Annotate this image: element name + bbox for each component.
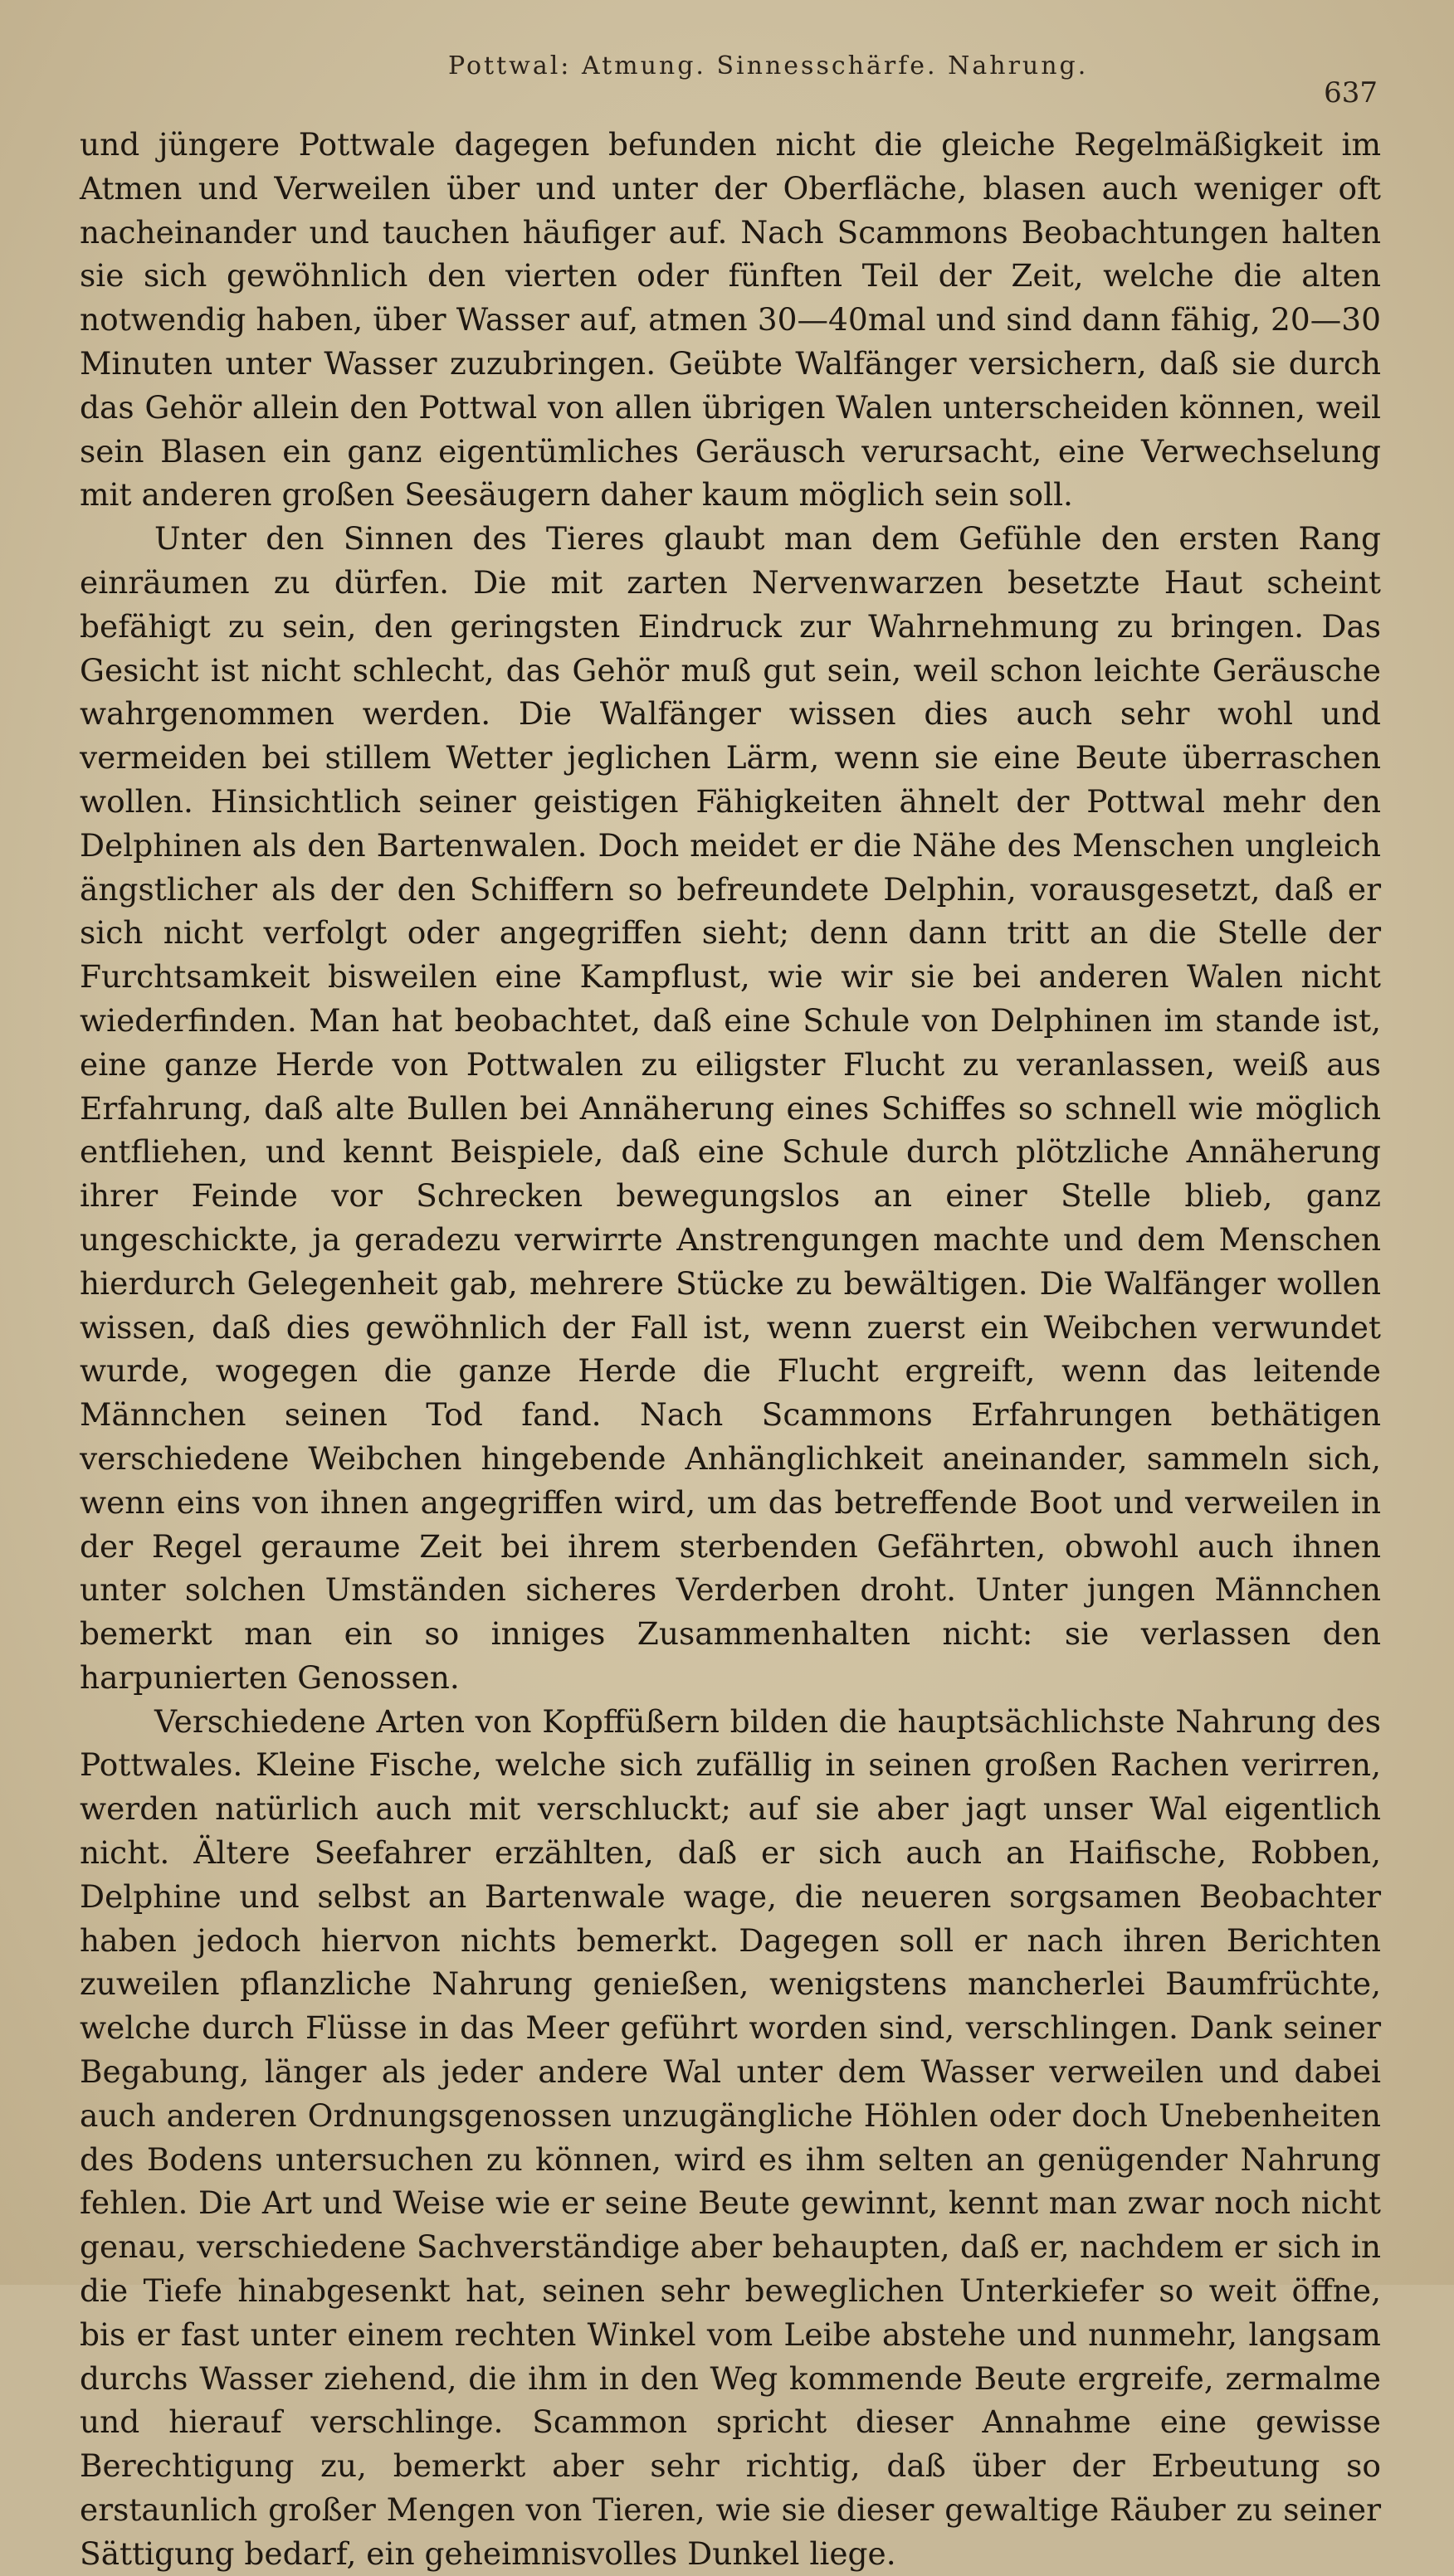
- body-text: [80, 123, 1381, 2576]
- page-number: 637: [1324, 76, 1378, 110]
- running-title: Pottwal: Atmung. Sinnesschärfe. Nahrung.: [448, 51, 1089, 80]
- paragraph-breathing: und jüngere Pottwale dagegen befunden nicht die gleiche Regelmäßigkeit im Atmen und Verweilen über und unter der Oberfläche, blasen auch weniger oft nacheinander und tauchen häufiger auf. Nach Scammons Beobachtungen halten sie sich gewöhnlich den vierten oder fünften Teil der Zeit, welche die alten notwendig haben, über Wasser auf, atmen 30—40mal und sind dann fähig, 20—30 Minuten unter Wasser zuzubringen. Geübte Walfänger versichern, daß sie durch das Gehör allein den Pottwal von allen übrigen Walen unterscheiden können, weil sein Blasen ein ganz eigentümliches Geräusch verursacht, eine Verwechselung mit anderen großen Seesäugern daher kaum möglich sein soll.: [80, 126, 1381, 514]
- paragraph-senses: Unter den Sinnen des Tieres glaubt man dem Gefühle den ersten Rang einräumen zu dürfen. Die mit zarten Nervenwarzen besetzte Haut scheint befähigt zu sein, den geringsten Eindruck zur Wahrnehmung zu bringen. Das Gesicht ist nicht schlecht, das Gehör muß gut sein, weil schon leichte Geräusche wahrgenommen werden. Die Walfänger wissen dies auch sehr wohl und vermeiden bei stillem Wetter jeglichen Lärm, wenn sie eine Beute überraschen wollen. Hinsichtlich seiner geistigen Fähigkeiten ähnelt der Pottwal mehr den Delphinen als den Bartenwalen. Doch meidet er die Nähe des Menschen ungleich ängstlicher als der den Schiffern so befreundete Delphin, vorausgesetzt, daß er sich nicht verfolgt oder angegriffen sieht; denn dann tritt an die Stelle der Furchtsamkeit bisweilen eine Kampflust, wie wir sie bei anderen Walen nicht wiederfinden. Man hat beobachtet, daß eine Schule von Delphinen im stande ist, eine ganze Herde von Pottwalen zu eiligster Flucht zu veranlassen, weiß aus Erfahrung, daß alte Bullen bei Annäherung eines Schiffes so schnell wie möglich entfliehen, und kennt Beispiele, daß eine Schule durch plötzliche Annäherung ihrer Feinde vor Schrecken bewegungslos an einer Stelle blieb, ganz ungeschickte, ja geradezu verwirrte Anstrengungen machte und dem Menschen hierdurch Gelegenheit gab, mehrere Stücke zu bewältigen. Die Walfänger wollen wissen, daß dies gewöhnlich der Fall ist, wenn zuerst ein Weibchen verwundet wurde, wogegen die ganze Herde die Flucht ergreift, wenn das leitende Männchen seinen Tod fand. Nach Scammons Erfahrungen bethätigen verschiedene Weibchen hingebende Anhänglichkeit aneinander, sammeln sich, wenn eins von ihnen angegriffen wird, um das betreffende Boot und verweilen in der Regel geraume Zeit bei ihrem sterbenden Gefährten, obwohl auch ihnen unter solchen Umständen sicheres Verderben droht. Unter jungen Männchen bemerkt man ein so inniges Zusammenhalten nicht: sie verlassen den harpunierten Genossen.: [80, 520, 1381, 1696]
- running-head: [0, 51, 1454, 110]
- paragraph-nutrition: Verschiedene Arten von Kopffüßern bilden die hauptsächlichste Nahrung des Pottwales. Kleine Fische, welche sich zufällig in seinen großen Rachen verirren, werden natürlich auch mit verschluckt; auf sie aber jagt unser Wal eigentlich nicht. Ältere Seefahrer erzählten, daß er sich auch an Haifische, Robben, Delphine und selbst an Bartenwale wage, die neueren sorgsamen Beobachter haben jedoch hiervon nichts bemerkt. Dagegen soll er nach ihren Berichten zuweilen pflanzliche Nahrung genießen, wenigstens mancherlei Baumfrüchte, welche durch Flüsse in das Meer geführt worden sind, verschlingen. Dank seiner Begabung, länger als jeder andere Wal unter dem Wasser verweilen und dabei auch anderen Ordnungsgenossen unzugängliche Höhlen oder doch Unebenheiten des Bodens untersuchen zu können, wird es ihm selten an genügender Nahrung fehlen. Die Art und Weise wie er seine Beute gewinnt, kennt man zwar noch nicht genau, verschiedene Sachverständige aber behaupten, daß er, nachdem er sich in die Tiefe hinabgesenkt hat, seinen sehr beweglichen Unterkiefer so weit öffne, bis er fast unter einem rechten Winkel vom Leibe abstehe und nunmehr, langsam durchs Wasser ziehend, die ihm in den Weg kommende Beute ergreife, zermalme und hierauf verschlinge. Scammon spricht dieser Annahme eine gewisse Berechtigung zu, bemerkt aber sehr richtig, daß über der Erbeutung so erstaunlich großer Mengen von Tieren, wie sie dieser gewaltige Räuber zu seiner Sättigung bedarf, ein geheimnisvolles Dunkel liege.: [80, 1702, 1381, 2572]
